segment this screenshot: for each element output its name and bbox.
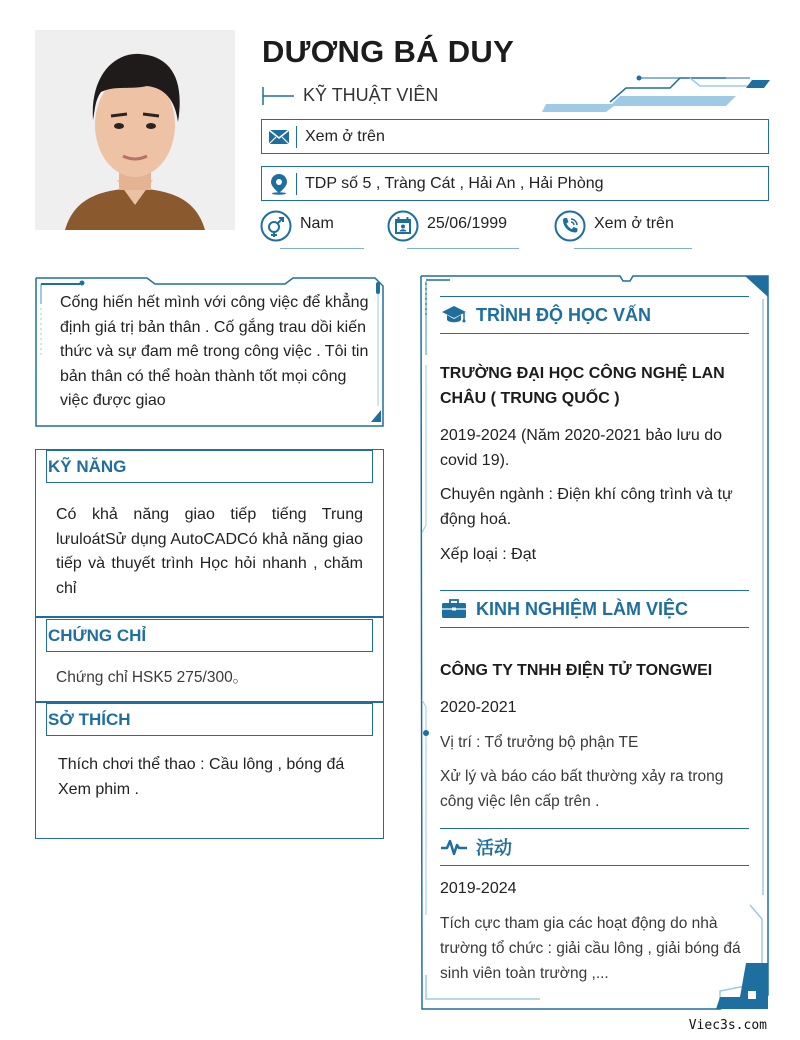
email-value: Xem ở trên (305, 127, 385, 145)
certificates-title: CHỨNG CHỈ (46, 619, 373, 652)
education-school: TRƯỜNG ĐẠI HỌC CÔNG NGHỆ LAN CHÂU ( TRUNG QUỐC ) (440, 365, 725, 407)
phone-icon (554, 210, 586, 242)
job-title: KỸ THUẬT VIÊN (303, 85, 439, 105)
phone-value: Xem ở trên (594, 215, 674, 232)
skills-title: KỸ NĂNG (46, 450, 373, 483)
certificates-text: Chứng chỉ HSK5 275/300。 (56, 669, 249, 686)
education-major: Chuyên ngành : Điện khí công trình và tự động hoá. (440, 486, 733, 528)
skills-text: Có khả năng giao tiếp tiếng Trung lưuloátSử dụng AutoCADCó khả năng giao tiếp và thuyết trình Học hỏi nhanh , chăm chỉ (56, 506, 363, 597)
experience-title: KINH NGHIỆM LÀM VIỆC (476, 598, 689, 619)
avatar-photo (35, 30, 235, 230)
hobbies-title: SỞ THÍCH (46, 703, 373, 736)
activities-title-bar (440, 828, 749, 866)
experience-company: CÔNG TY TNHH ĐIỆN TỬ TONGWEI (440, 662, 713, 679)
education-title: TRÌNH ĐỘ HỌC VẤN (476, 304, 651, 325)
email-row (261, 119, 769, 154)
calendar-icon (387, 210, 419, 242)
gender-row (260, 210, 334, 252)
birthday-row (387, 210, 507, 252)
address-value: TDP số 5 , Tràng Cát , Hải An , Hải Phòng (305, 174, 604, 192)
career-objective: Cống hiến hết mình với công việc để khẳng định giá trị bản thân . Cố gắng trau dồi kiến thức và sự đam mê trong công việc . Tôi tin bản thân có thể hoàn thành tốt mọi công việc được giao (60, 294, 369, 409)
graduation-cap-icon (440, 302, 468, 328)
candidate-name: DƯƠNG BÁ DUY (262, 34, 515, 69)
briefcase-icon (440, 596, 468, 622)
experience-position: Vị trí : Tổ trưởng bộ phận TE (440, 734, 639, 751)
envelope-icon (262, 120, 296, 153)
experience-period: 2020-2021 (440, 699, 517, 716)
education-rank: Xếp loại : Đạt (440, 546, 537, 563)
birthday-value: 25/06/1999 (427, 215, 508, 232)
footer-watermark: Viec3s.com (688, 1018, 767, 1033)
activities-description: Tích cực tham gia các hoạt động do nhà trường tổ chức : giải cầu lông , giải bóng đá sinh viên toàn trường ,... (440, 915, 741, 982)
hobbies-line-2: Xem phim . (58, 781, 139, 798)
phone-row (554, 210, 674, 252)
gender-value: Nam (300, 215, 334, 232)
map-pin-icon (262, 167, 296, 200)
activities-period: 2019-2024 (440, 880, 517, 897)
education-period: 2019-2024 (Năm 2020-2021 bảo lưu do covid 19). (440, 427, 723, 469)
hobbies-line-1: Thích chơi thể thao : Cầu lông , bóng đá (58, 756, 345, 773)
experience-title-bar (440, 590, 749, 628)
address-row (261, 166, 769, 201)
activities-title: 活动 (476, 838, 512, 858)
header-decoration (540, 72, 772, 114)
heartbeat-icon (440, 834, 468, 860)
experience-description: Xử lý và báo cáo bất thường xảy ra trong công việc lên cấp trên . (440, 768, 724, 810)
education-title-bar (440, 296, 749, 334)
job-title-marker (262, 86, 296, 106)
gender-icon (260, 210, 292, 242)
